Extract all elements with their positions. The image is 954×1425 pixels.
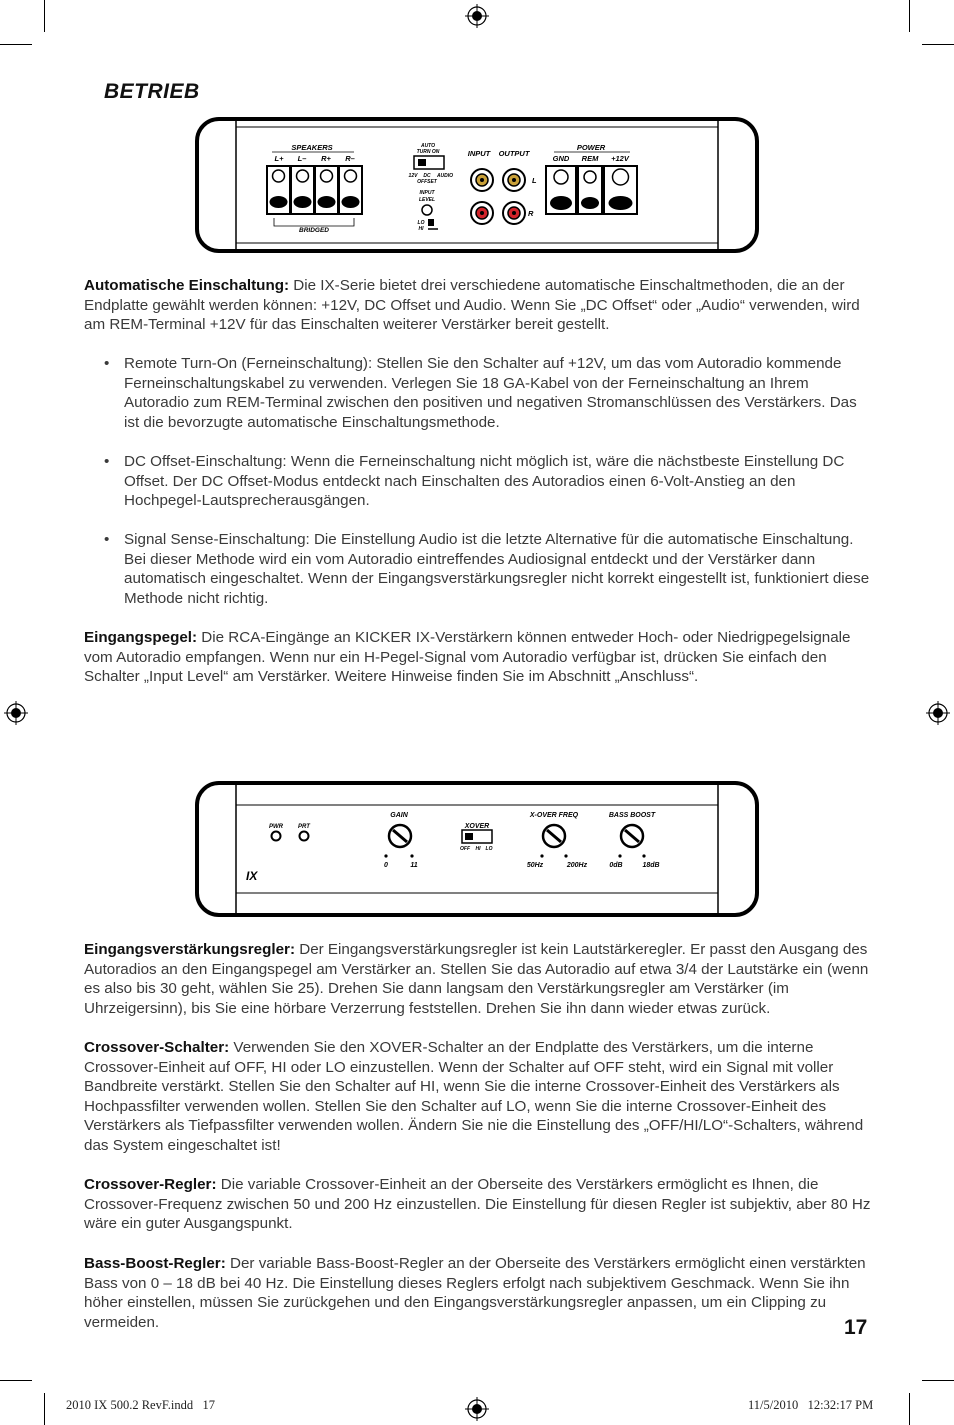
crop-mark [922,1380,954,1381]
footer-date: 11/5/2010 12:32:17 PM [748,1398,874,1412]
crop-mark [0,1380,32,1381]
bridged-label: BRIDGED [299,227,329,234]
crossover-knob-term: Crossover-Regler: [84,1176,217,1193]
crop-mark [0,44,32,45]
terminal-label: L+ [274,154,284,163]
footer-file-name: 2010 IX 500.2 RevF.indd 17 [66,1398,215,1412]
input-level-button [422,205,432,215]
pwr-led-icon [272,832,281,841]
bass-max-label: 18dB [642,862,660,869]
turn-on-mode-label: 12V [408,173,418,179]
registration-mark-icon [465,4,489,28]
list-item: • Remote Turn-On (Ferneinschaltung): Stellen Sie den Schalter auf +12V, um das vom Autoradio kommende Ferneinschaltungskabel zu verwenden. Verlegen Sie 18 GA-Kabel von der Ferneinschaltung an Ihrem Autoradio zum REM-Terminal zwischen den positiven und negativen Stromanschlüssen des Verstärkers. Das ist die bevorzugte automatische Einschaltungsmethode. [104,354,874,432]
freq-max-label: 200Hz [566,862,588,869]
power-terminals [546,166,637,214]
crossover-switch-paragraph [84,1038,874,1156]
left-channel-label: L [532,176,537,185]
list-item-text: Signal Sense-Einschaltung: Die Einstellung Audio ist die letzte Alternative für die automatische Einschaltung. Bei dieser Methode wird ein vom Autoradio eintreffendes Audiosignal entdeckt und der Verstärker dann automatisch eingeschaltet. Wenn der Eingangsverstärkungsregler nicht korrekt eingestellt ist, funktioniert diese Methode nicht richtig. [124,531,870,607]
input-level-text: Die RCA-Eingänge an KICKER IX-Verstärkern können entweder Hoch- oder Niedrigpegelsignale vom Autoradio empfangen. Wenn nur ein H-Pegel-Signal vom Autoradio verfügbar ist, drücken Sie einfach den Schalter „Input Level“ am Verstärker. Weitere Hinweise finden Sie im Abschnitt „Anschluss“. [84,629,851,686]
hi-label: HI [418,226,424,232]
list-item-text: Remote Turn-On (Ferneinschaltung): Stellen Sie den Schalter auf +12V, um das vom Autoradio kommende Ferneinschaltungskabel zu verwenden. Verlegen Sie 18 GA-Kabel von der Ferneinschaltung an Ihrem Autoradio zum REM-Terminal zwischen den positiven und negativen Stromanschlüssen des Verstärkers. Das ist die bevorzugte automatische Einschaltungsmethode. [124,355,857,431]
xover-mode-label: LO [485,846,493,852]
crop-mark [44,0,45,32]
crossover-knob-text: Die variable Crossover-Einheit an der Oberseite des Verstärkers ermöglicht es Ihnen, die Crossover-Frequenz zwischen 50 und 200 Hz einzustellen. Die Einstellung für diesen Regler ist subjektiv, aber 80 Hz wäre ein guter Ausgangspunkt. [84,1176,871,1233]
auto-turn-on-paragraph [84,276,874,335]
registration-mark-icon [926,701,950,725]
prt-label: PRT [298,824,310,830]
input-level-term: Eingangspegel: [84,629,198,646]
crop-mark [909,0,910,32]
offset-label: OFFSET [417,179,437,185]
prt-led-icon [300,832,309,841]
xover-freq-label: X-OVER FREQ [529,812,579,819]
list-item-text: DC Offset-Einschaltung: Wenn die Ferneinschaltung nicht möglich ist, wäre die nächstbeste Einstellung DC Offset. Der DC Offset-Modus entdeckt nach Einschalten des Autoradios einen 6-Volt-Anstieg an den Hochpegel-Lautsprecherausgängen. [124,453,845,510]
turn-on-mode-label: AUDIO [436,173,454,179]
auto-turn-on-text: Die IX-Serie bietet drei verschiedene automatische Einschaltmethoden, die an der Endplatte gewählt werden können: +12V, DC Offset und Audio. Wenn Sie „DC Offset“ oder „Audio“ verwenden, wird am REM-Terminal +12V für das Einschalten weiterer Verstärker bereit gestellt. [84,277,860,334]
gain-term: Eingangsverstärkungsregler: [84,941,296,958]
xover-label: XOVER [464,823,490,830]
amplifier-top-panel-diagram [194,780,760,920]
terminal-label: R+ [321,154,331,163]
speaker-terminals [267,166,362,214]
auto-turn-on-term: Automatische Einschaltung: [84,277,290,294]
crossover-switch-text: Verwenden Sie den XOVER-Schalter an der Endplatte des Verstärkers, um die interne Crossover-Einheit auf OFF, HI oder LO einzustellen. Wenn der Schalter auf OFF steht, wird ein Signal mit voller Bandbreite verstärkt. Stellen Sie den Schalter auf HI, wenn Sie die interne Crossover-Einheit des Verstärkers als Hochpassfilter verwenden wollen. Stellen Sie den Schalter auf LO, wenn Sie die interne Crossover-Einheit des Verstärkers als Tiefpassfilter verwenden wollen. Ändern Sie nie die Einstellung des „OFF/HI/LO“-Schalters, während das System eingeschaltet ist! [84,1039,864,1154]
output-label: OUTPUT [498,149,530,158]
crossover-knob-paragraph [84,1175,874,1234]
freq-min-label: 50Hz [526,862,544,869]
amplifier-end-panel-diagram [194,116,760,256]
crop-mark [44,1393,45,1425]
bass-min-label: 0dB [609,862,623,869]
input-label: INPUT [467,149,491,158]
gain-paragraph [84,940,874,1018]
gain-text: Der Eingangsverstärkungsregler ist kein Lautstärkeregler. Er passt den Ausgang des Autoradios an den Eingangspegel am Verstärker an. Stellen Sie das Autoradio auf etwa 3/4 der Lautstärke ein (wenn es also bis 30 geht, wählen Sie 25). Drehen Sie dann langsam den Verstärkungsregler am Verstärker (im Uhrzeigersinn), bis Sie eine hörbare Verzerrung feststellen. Drehen Sie ihn dann wieder etwas zurück. [84,941,869,1017]
list-item: • DC Offset-Einschaltung: Wenn die Ferneinschaltung nicht möglich ist, wäre die nächstbeste Einstellung DC Offset. Der DC Offset-Modus entdeckt nach Einschalten des Autoradios einen 6-Volt-Anstieg an den Hochpegel-Lautsprecherausgängen. [104,452,874,511]
speakers-label: SPEAKERS [291,143,333,152]
input-level-label: INPUT [419,190,435,196]
registration-mark-icon [4,701,28,725]
crop-mark [909,1393,910,1425]
section-heading: BETRIEB [104,80,200,103]
auto-turn-on-label: TURN ON [416,149,440,155]
model-label: IX [246,869,258,883]
gain-label: GAIN [390,812,408,819]
gain-max-label: 11 [410,862,418,869]
terminal-label: L– [297,154,307,163]
list-item: • Signal Sense-Einschaltung: Die Einstellung Audio ist die letzte Alternative für die automatische Einschaltung. Bei dieser Methode wird ein vom Autoradio eintreffendes Audiosignal entdeckt und der Verstärker dann automatisch eingeschaltet. Wenn der Eingangsverstärkungsregler nicht korrekt eingestellt ist, funktioniert diese Methode nicht richtig. [104,530,874,608]
turn-on-mode-label: DC [423,173,431,179]
pwr-label: PWR [269,824,283,830]
power-label: POWER [576,143,606,152]
crop-mark [922,44,954,45]
auto-turn-on-label: AUTO [420,143,436,149]
power-terminal-label: +12V [611,154,629,163]
bass-boost-paragraph [84,1254,874,1332]
page-number: 17 [844,1316,868,1339]
xover-mode-label: HI [475,846,481,852]
registration-mark-icon [465,1397,489,1421]
bass-boost-text: Der variable Bass-Boost-Regler an der Oberseite des Verstärkers ermöglicht einen verstärkten Bass von 0 – 18 dB bei 40 Hz. Die Einstellung dieses Reglers erfolgt nach subjektivem Geschmack. Wenn Sie ihn höher einstellen, müssen Sie zurückgehen und den Eingangsverstärkungsregler anpassen, um ein Clipping zu vermeiden. [84,1255,866,1331]
input-level-paragraph [84,628,874,687]
right-channel-label: R [528,209,534,218]
power-terminal-label: GND [552,154,570,163]
gain-min-label: 0 [384,862,388,869]
power-terminal-label: REM [581,154,599,163]
bass-boost-label: BASS BOOST [608,812,656,819]
xover-mode-label: OFF [460,846,470,852]
input-level-label: LEVEL [418,197,436,203]
terminal-label: R– [345,154,355,163]
crossover-switch-term: Crossover-Schalter: [84,1039,230,1056]
bass-boost-term: Bass-Boost-Regler: [84,1255,226,1272]
lo-label: LO [417,220,425,226]
